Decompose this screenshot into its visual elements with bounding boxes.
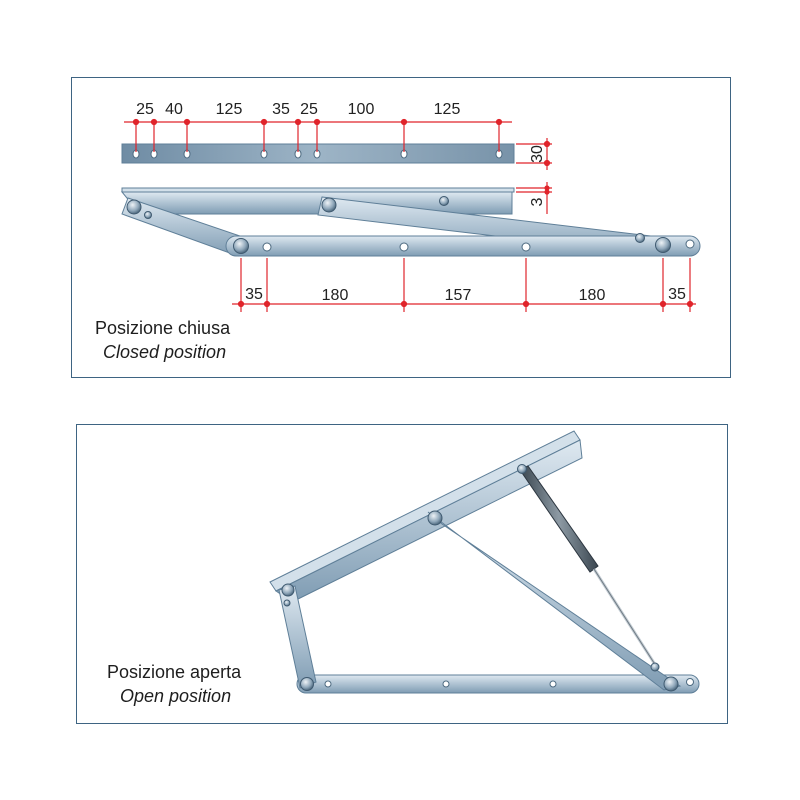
bottom-dimension-labels bbox=[245, 286, 686, 304]
dim-label: 35 bbox=[668, 286, 686, 303]
closed-hinge-drawing bbox=[122, 101, 700, 312]
open-caption-english: Open position bbox=[120, 686, 232, 706]
dim-label: 125 bbox=[433, 101, 461, 118]
dim-label: 25 bbox=[136, 101, 154, 118]
open-caption-italian: Posizione aperta bbox=[107, 662, 242, 682]
open-long-arm bbox=[428, 512, 680, 690]
dim-label: 25 bbox=[300, 101, 318, 118]
dim-label: 30 bbox=[529, 145, 546, 163]
dim-label: 157 bbox=[444, 287, 472, 304]
open-hinge-drawing bbox=[270, 431, 699, 693]
open-base-bar bbox=[297, 675, 699, 693]
dim-label: 3 bbox=[529, 197, 546, 207]
gas-spring bbox=[520, 466, 656, 666]
dim-label: 125 bbox=[215, 101, 243, 118]
top-dimension-labels bbox=[136, 101, 460, 118]
angle-rail-top bbox=[122, 188, 514, 192]
base-bar bbox=[226, 236, 700, 256]
angle-rail bbox=[122, 192, 512, 214]
open-angle-rail-top bbox=[270, 431, 580, 591]
dim-label: 35 bbox=[272, 101, 290, 118]
side-dimension-labels bbox=[529, 145, 546, 206]
closed-caption-english: Closed position bbox=[103, 342, 227, 362]
dim-label: 100 bbox=[347, 101, 375, 118]
dim-label: 40 bbox=[165, 101, 183, 118]
closed-caption-italian: Posizione chiusa bbox=[95, 318, 231, 338]
dim-label: 35 bbox=[245, 286, 263, 303]
dim-label: 180 bbox=[321, 287, 349, 304]
dim-label: 180 bbox=[578, 287, 606, 304]
